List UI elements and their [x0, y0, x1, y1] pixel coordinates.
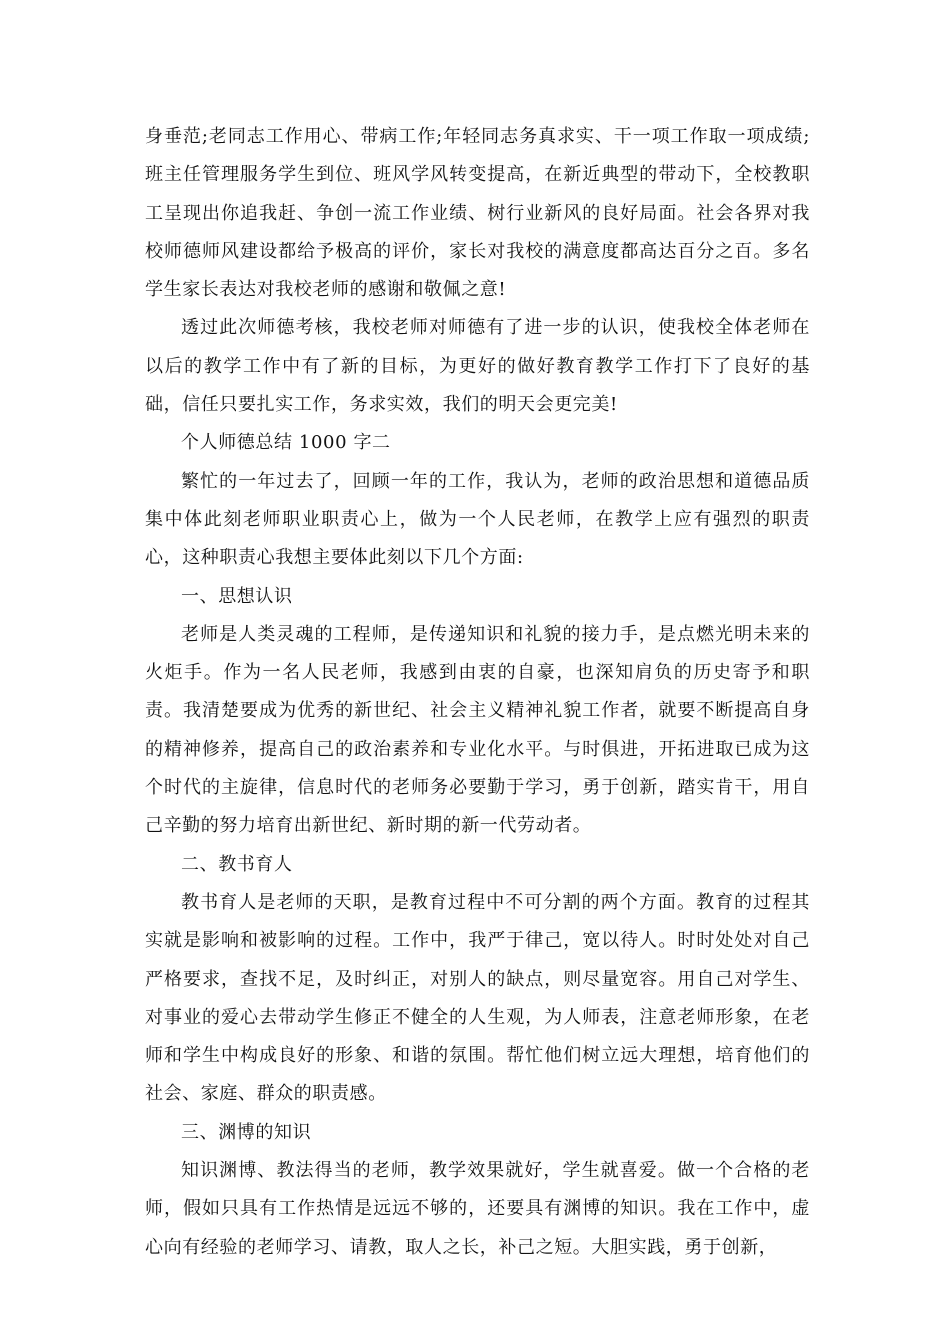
paragraph-knowledge: 知识渊博、教法得当的老师，教学效果就好，学生就喜爱。做一个合格的老师，假如只具有工作热情是远远不够的，还要具有渊博的知识。我在工作中，虚心向有经验的老师学习、请教，取人之长，补己之短。大胆实践，勇于创新，	[145, 1160, 810, 1258]
heading-knowledge: 三、渊博的知识	[181, 1121, 312, 1143]
paragraph-teaching: 教书育人是老师的天职，是教育过程中不可分割的两个方面。教育的过程其实就是影响和被影响的过程。工作中，我严于律己，宽以待人。时时处处对自己严格要求，查找不足，及时纠正，对别人的缺点，则尽量宽容。用自己对学生、对事业的爱心去带动学生修正不健全的人生观，为人师表，注意老师形象，在老师和学生中构成良好的形象、和谐的氛围。帮忙他们树立远大理想，培育他们的社会、家庭、群众的职责感。	[145, 891, 810, 1105]
heading-teaching: 二、教书育人	[181, 853, 293, 875]
heading-thought: 一、思想认识	[181, 585, 293, 607]
paragraph-intro: 繁忙的一年过去了，回顾一年的工作，我认为，老师的政治思想和道德品质集中体此刻老师职业职责心上，做为一个人民老师，在教学上应有强烈的职责心，这种职责心我想主要体此刻以下几个方面:	[145, 470, 810, 569]
paragraph-conclusion: 透过此次师德考核，我校老师对师德有了进一步的认识，使我校全体老师在以后的教学工作中有了新的目标，为更好的做好教育教学工作打下了良好的基础，信任只要扎实工作，务求实效，我们的明天会更完美!	[145, 317, 810, 416]
paragraph-continuation: 身垂范;老同志工作用心、带病工作;年轻同志务真求实、干一项工作取一项成绩;班主任管理服务学生到位、班风学风转变提高，在新近典型的带动下，全校教职工呈现出你追我赶、争创一流工作业绩、树行业新风的良好局面。社会各界对我校师德师风建设都给予极高的评价，家长对我校的满意度都高达百分之百。多名学生家长表达对我校老师的感谢和敬佩之意!	[145, 126, 810, 301]
document-body	[145, 118, 810, 1267]
section-title: 个人师德总结 1000 字二	[181, 432, 391, 454]
paragraph-thought: 老师是人类灵魂的工程师，是传递知识和礼貌的接力手，是点燃光明未来的火炬手。作为一名人民老师，我感到由衷的自豪，也深知肩负的历史寄予和职责。我清楚要成为优秀的新世纪、社会主义精神礼貌工作者，就要不断提高自身的精神修养，提高自己的政治素养和专业化水平。与时俱进，开拓进取已成为这个时代的主旋律，信息时代的老师务必要勤于学习，勇于创新，踏实肯干，用自己辛勤的努力培育出新世纪、新时期的新一代劳动者。	[145, 623, 810, 837]
